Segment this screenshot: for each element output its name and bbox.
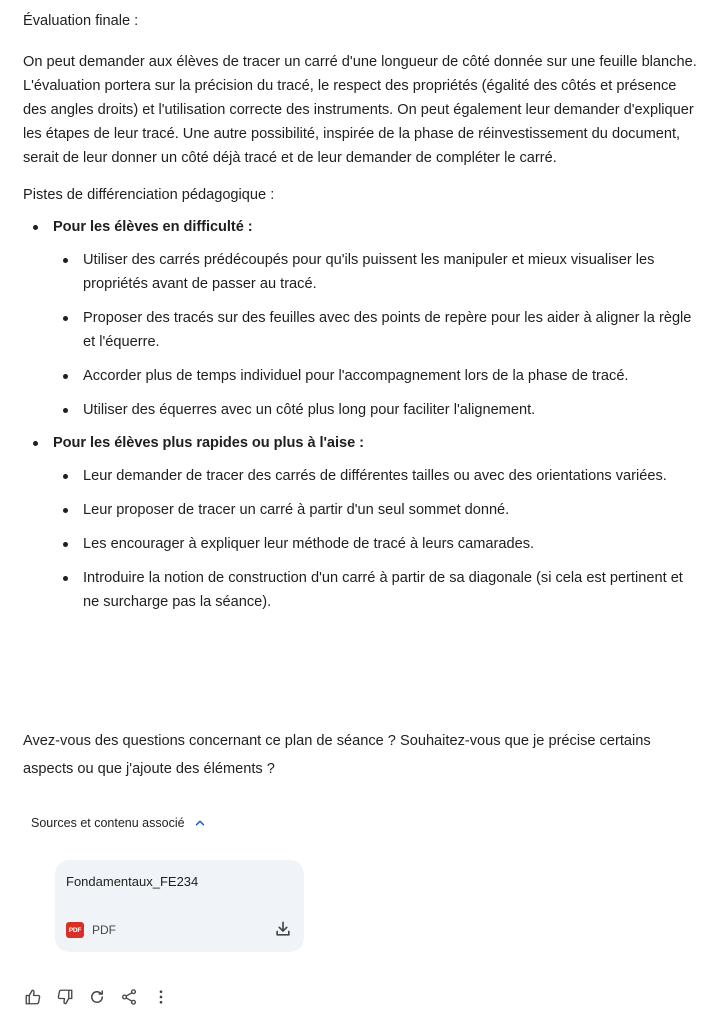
group-difficulty [23, 216, 699, 422]
bullet-icon [63, 316, 68, 321]
evaluation-paragraph: On peut demander aux élèves de tracer un carré d'une longueur de côté donnée sur une feuille blanche. L'évaluation portera sur la précision du tracé, le respect des propriétés (égalité des côtés et présence des angles droits) et l'utilisation correcte des instruments. On peut également leur demander d'expliquer les étapes de leur tracé. Une autre possibilité, inspirée de la phase de réinvestissement du document, serait de leur donner un côté déjà tracé et de leur demander de compléter le carré. [23, 54, 697, 166]
list-item-text: Introduire la notion de construction d'un carré à partir de sa diagonale (si cela est pertinent et ne surcharge pas la séance). [83, 570, 683, 610]
source-title: Fondamentaux_FE234 [66, 874, 199, 889]
list-item-text: Accorder plus de temps individuel pour l'accompagnement lors de la phase de tracé. [83, 368, 629, 384]
group-items [53, 248, 699, 422]
group-advanced [23, 432, 699, 614]
bullet-icon [63, 408, 68, 413]
share-button[interactable] [119, 987, 139, 1007]
bullet-icon [63, 258, 68, 263]
sources-toggle-label: Sources et contenu associé [31, 816, 185, 830]
response-action-bar [23, 987, 171, 1007]
list-item [53, 464, 699, 488]
regenerate-button[interactable] [87, 987, 107, 1007]
source-file-type: PDF [92, 923, 116, 937]
differentiation-list [23, 216, 699, 614]
response-body [23, 10, 699, 624]
bullet-icon [63, 474, 68, 479]
thumbs-up-icon [24, 988, 42, 1006]
bullet-icon [63, 576, 68, 581]
differentiation-heading: Pistes de différenciation pédagogique : [23, 187, 275, 203]
list-item-text: Leur demander de tracer des carrés de différentes tailles ou avec des orientations variées. [83, 468, 667, 484]
list-item [53, 248, 699, 296]
list-item-text: Proposer des tracés sur des feuilles avec des points de repère pour les aider à aligner la règle et l'équerre. [83, 310, 692, 350]
share-icon [120, 988, 138, 1006]
group-label: Pour les élèves plus rapides ou plus à l'aise : [53, 435, 364, 451]
group-label: Pour les élèves en difficulté : [53, 219, 253, 235]
regenerate-icon [88, 988, 106, 1006]
download-icon[interactable] [273, 919, 293, 939]
more-options-button[interactable] [151, 987, 171, 1007]
list-item [53, 364, 699, 388]
list-item [53, 532, 699, 556]
evaluation-heading: Évaluation finale : [23, 13, 139, 29]
list-item-text: Utiliser des équerres avec un côté plus long pour faciliter l'alignement. [83, 402, 536, 418]
bullet-icon [33, 441, 38, 446]
list-item [53, 398, 699, 422]
list-item [53, 566, 699, 614]
list-item-text: Les encourager à expliquer leur méthode de tracé à leurs camarades. [83, 536, 535, 552]
thumbs-down-icon [56, 988, 74, 1006]
pdf-file-icon: PDF [66, 922, 84, 938]
thumbs-up-button[interactable] [23, 987, 43, 1007]
source-card[interactable] [55, 860, 304, 952]
more-vert-icon [152, 988, 170, 1006]
bullet-icon [63, 542, 68, 547]
list-item [53, 306, 699, 354]
sources-toggle-button[interactable] [31, 816, 207, 830]
bullet-icon [33, 225, 38, 230]
bullet-icon [63, 374, 68, 379]
thumbs-down-button[interactable] [55, 987, 75, 1007]
list-item-text: Leur proposer de tracer un carré à partir d'un seul sommet donné. [83, 502, 510, 518]
bullet-icon [63, 508, 68, 513]
chevron-up-icon [193, 816, 207, 830]
group-items [53, 464, 699, 614]
closing-question: Avez-vous des questions concernant ce plan de séance ? Souhaitez-vous que je précise certains aspects ou que j'ajoute des éléments ? [23, 733, 651, 777]
list-item-text: Utiliser des carrés prédécoupés pour qu'ils puissent les manipuler et mieux visualiser les propriétés avant de passer au tracé. [83, 252, 655, 292]
list-item [53, 498, 699, 522]
